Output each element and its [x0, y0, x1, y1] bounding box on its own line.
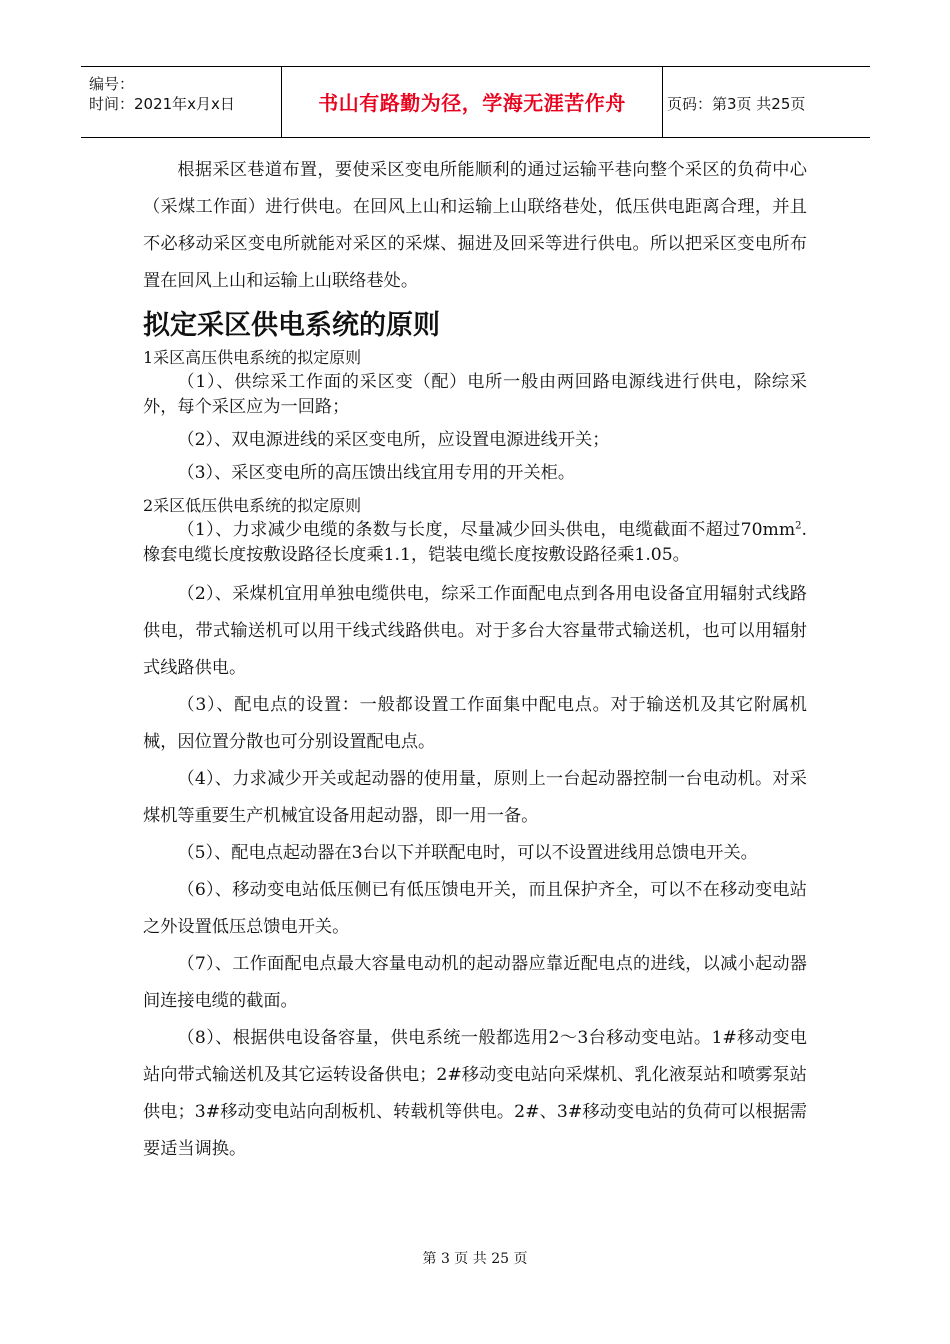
page-header — [81, 66, 870, 138]
list-item: （6）、移动变电站低压侧已有低压馈电开关，而且保护齐全，可以不在移动变电站之外设置低压总馈电开关。 — [143, 880, 807, 937]
list-item: （2）、双电源进线的采区变电所，应设置电源进线开关； — [177, 430, 610, 450]
list-item: （7）、工作面配电点最大容量电动机的起动器应靠近配电点的进线，以减小起动器间连接电缆的截面。 — [143, 954, 807, 1011]
list-item-text: （1）、力求减少电缆的条数与长度，尽量减少回头供电，电缆截面不超过70mm — [177, 520, 796, 540]
intro-paragraph: 根据采区巷道布置，要使采区变电所能顺利的通过运输平巷向整个采区的负荷中心（采煤工作面）进行供电。在回风上山和运输上山联络巷处，低压供电距离合理，并且不必移动采区变电所就能对采区的采煤、掘进及回采等进行供电。所以把采区变电所布置在回风上山和运输上山联络巷处。 — [143, 160, 807, 291]
list-item: （8）、根据供电设备容量，供电系统一般都选用2～3台移动变电站。1#移动变电站向带式输送机及其它运转设备供电；2#移动变电站向采煤机、乳化液泵站和喷雾泵站供电；3#移动变电站向刮板机、转载机等供电。2#、3#移动变电站的负荷可以根据需要适当调换。 — [143, 1028, 807, 1159]
time-label: 时间：2021年x月x日 — [89, 95, 235, 113]
page-info-text: 页码：第3页 共25页 — [667, 95, 806, 113]
section-heading: 拟定采区供电系统的原则 — [143, 310, 440, 341]
list-item: （5）、配电点起动器在3台以下并联配电时，可以不设置进线用总馈电开关。 — [177, 843, 758, 863]
number-label: 编号： — [89, 75, 135, 93]
header-meta — [81, 67, 281, 137]
list-item — [143, 518, 807, 568]
subsection-title-low-voltage: 2采区低压供电系统的拟定原则 — [143, 496, 362, 515]
motto-text: 书山有路勤为径，学海无涯苦作舟 — [318, 91, 626, 115]
header-motto-cell — [281, 67, 663, 137]
page-footer: 第 3 页 共 25 页 — [422, 1251, 528, 1267]
list-item-text: .橡套电缆长度按敷设路径长度乘1.1，铠装电缆长度按敷设路径乘1.05。 — [143, 520, 807, 565]
header-page-info — [661, 67, 870, 137]
subsection-title-high-voltage: 1采区高压供电系统的拟定原则 — [143, 348, 362, 367]
document-body — [143, 152, 807, 1168]
list-item: （3）、采区变电所的高压馈出线宜用专用的开关柜。 — [177, 463, 576, 483]
list-item: （1）、供综采工作面的采区变（配）电所一般由两回路电源线进行供电，除综采外，每个采区应为一回路； — [143, 372, 807, 417]
list-item: （4）、力求减少开关或起动器的使用量，原则上一台起动器控制一台电动机。对采煤机等重要生产机械宜设备用起动器，即一用一备。 — [143, 769, 807, 826]
superscript: 2 — [795, 520, 802, 532]
list-item: （2）、采煤机宜用单独电缆供电，综采工作面配电点到各用电设备宜用辐射式线路供电，带式输送机可以用干线式线路供电。对于多台大容量带式输送机，也可以用辐射式线路供电。 — [143, 584, 807, 678]
list-item: （3）、配电点的设置：一般都设置工作面集中配电点。对于输送机及其它附属机械，因位置分散也可分别设置配电点。 — [143, 695, 807, 752]
